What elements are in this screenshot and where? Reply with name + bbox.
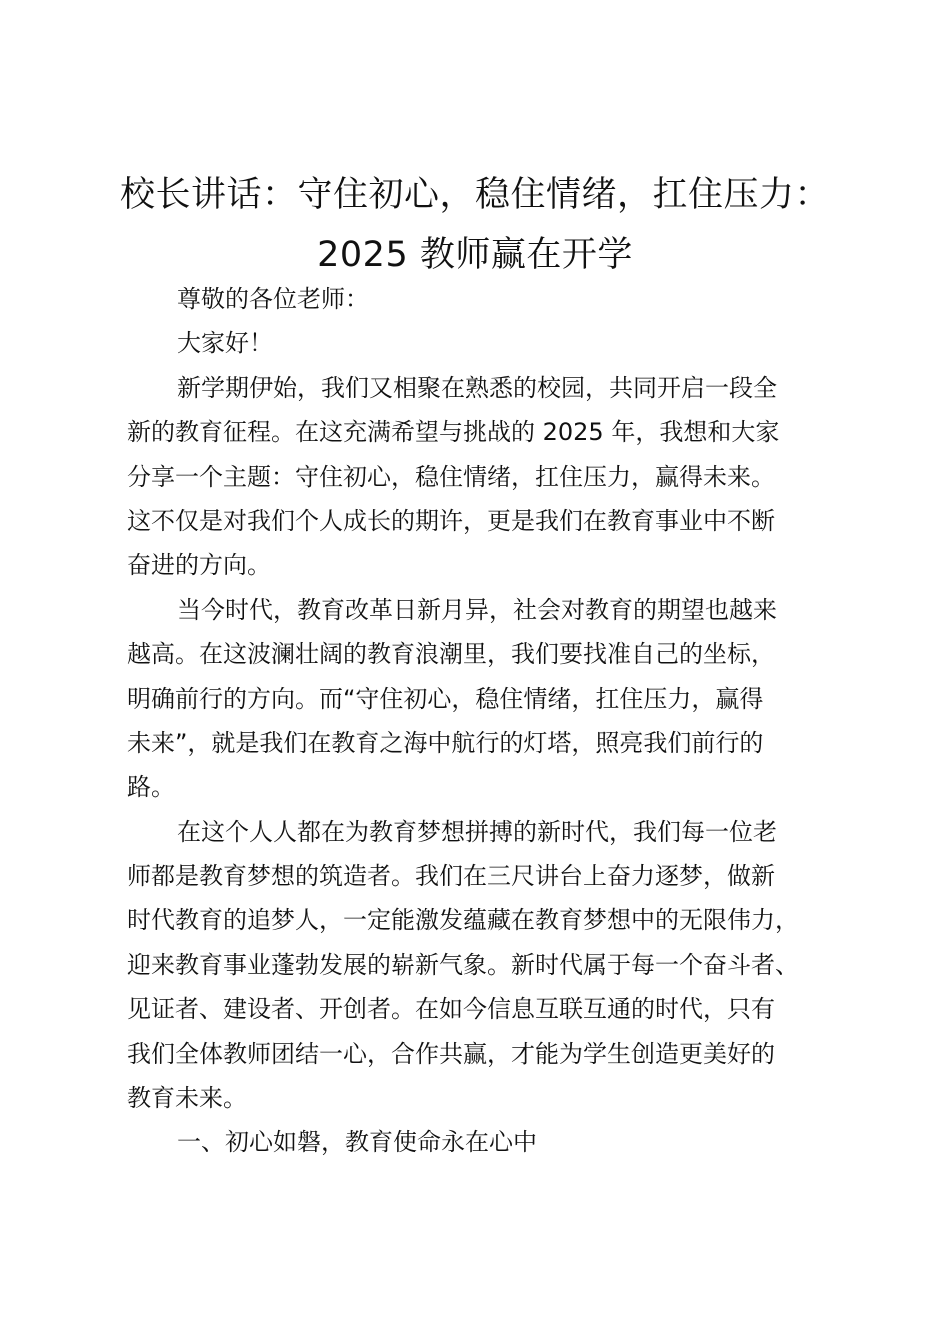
paragraph-line: 奋进的方向。 — [127, 551, 271, 580]
paragraph-line: 当今时代，教育改革日新月异，社会对教育的期望也越来 — [177, 595, 777, 624]
paragraph-line: 新的教育征程。在这充满希望与挑战的 2025 年，我想和大家 — [127, 418, 780, 447]
paragraph-3 — [127, 810, 837, 1121]
paragraph-line: 时代教育的追梦人，一定能激发蕴藏在教育梦想中的无限伟力， — [127, 906, 799, 935]
paragraph-line: 明确前行的方向。而“守住初心，稳住情绪，扛住压力，赢得 — [127, 684, 764, 713]
paragraph-line: 分享一个主题：守住初心，稳住情绪，扛住压力，赢得未来。 — [127, 462, 775, 491]
paragraph-line: 越高。在这波澜壮阔的教育浪潮里，我们要找准自己的坐标， — [127, 640, 775, 669]
document-body — [127, 277, 837, 1165]
document-title — [100, 165, 850, 285]
title-line-1: 校长讲话：守住初心，稳住情绪，扛住压力： — [119, 175, 830, 215]
paragraph-line: 这不仅是对我们个人成长的期许，更是我们在教育事业中不断 — [127, 506, 775, 535]
greeting: 大家好！ — [177, 329, 273, 358]
paragraph-line: 在这个人人都在为教育梦想拼搏的新时代，我们每一位老 — [177, 817, 777, 846]
paragraph-line: 师都是教育梦想的筑造者。我们在三尺讲台上奋力逐梦，做新 — [127, 862, 775, 891]
paragraph-1 — [127, 366, 837, 588]
paragraph-line: 路。 — [127, 773, 175, 802]
paragraph-line: 新学期伊始，我们又相聚在熟悉的校园，共同开启一段全 — [177, 373, 777, 402]
title-line-2: 2025 教师赢在开学 — [317, 235, 633, 275]
paragraph-line: 教育未来。 — [127, 1084, 247, 1113]
paragraph-line: 见证者、建设者、开创者。在如今信息互联互通的时代，只有 — [127, 995, 775, 1024]
paragraph-line: 未来”，就是我们在教育之海中航行的灯塔，照亮我们前行的 — [127, 728, 764, 757]
paragraph-2 — [127, 588, 837, 810]
paragraph-line: 我们全体教师团结一心，合作共赢，才能为学生创造更美好的 — [127, 1039, 775, 1068]
salutation: 尊敬的各位老师： — [177, 285, 369, 313]
paragraph-line: 迎来教育事业蓬勃发展的崭新气象。新时代属于每一个奋斗者、 — [127, 950, 799, 979]
section-heading: 一、初心如磐，教育使命永在心中 — [177, 1128, 537, 1157]
